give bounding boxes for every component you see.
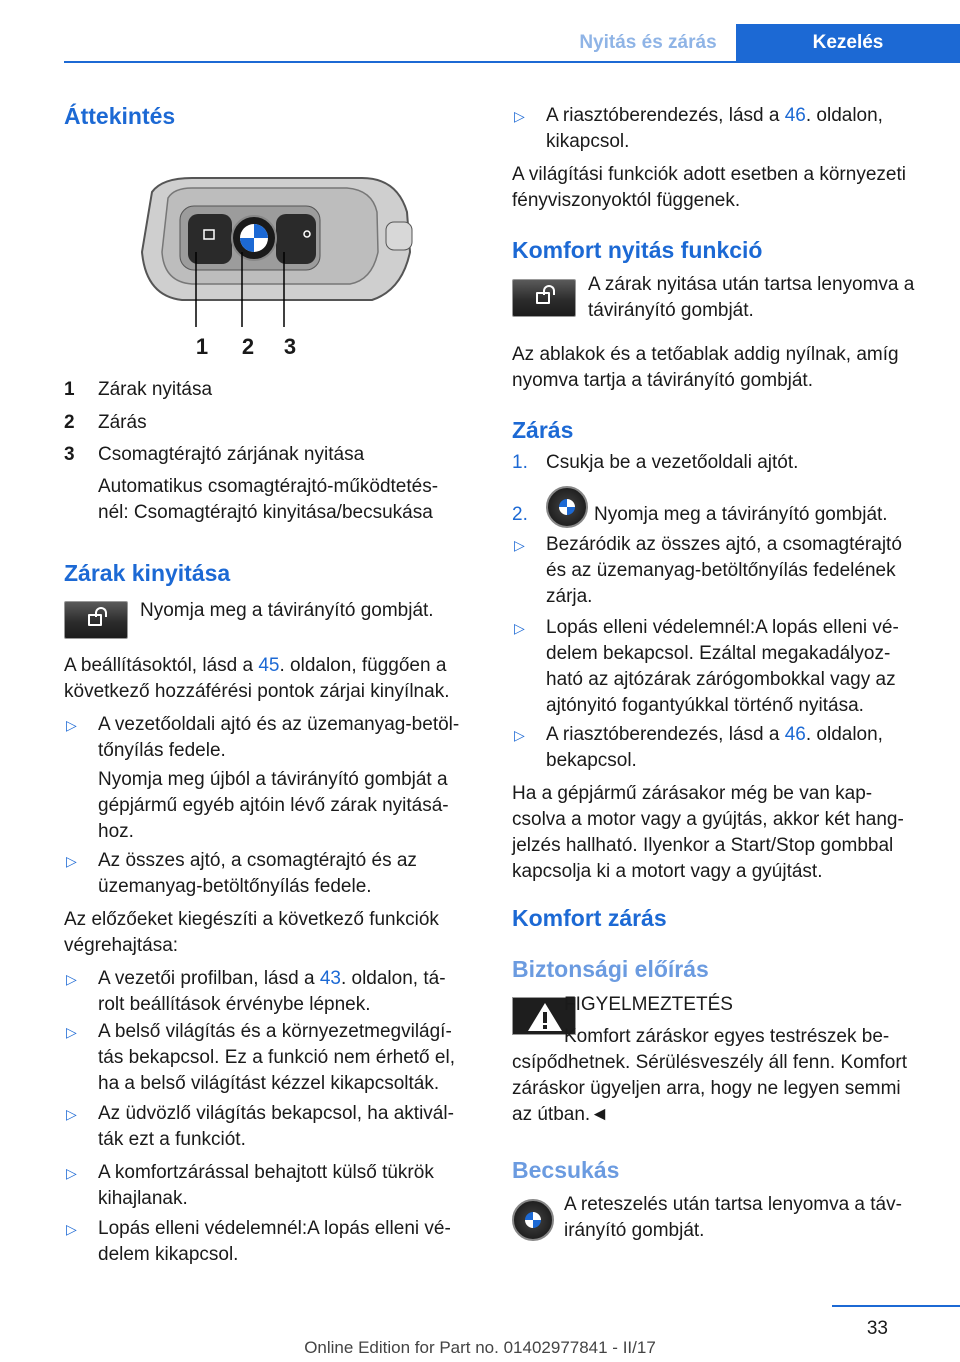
legend-text: Zárás (98, 412, 147, 433)
bullet-triangle-icon: ▷ (66, 971, 77, 987)
ignition-paragraph: Ha a gépjármű zárásakor még be van kap- csolva a motor vagy a gyújtás, akkor két hang- jelzés hallható. Ilyenkor a Start/Stop gombbal kapcsolja ki a motort vagy a gyújtást. (512, 783, 904, 882)
comfort-open-heading: Komfort nyitás funkció (512, 237, 763, 263)
bullet-triangle-icon: ▷ (514, 620, 525, 636)
key-callout-2: 2 (241, 334, 255, 359)
header-rule (64, 61, 960, 63)
unlock-instruction: Nyomja meg a távirányító gombját. (140, 600, 434, 621)
legend-number: 2 (64, 412, 75, 433)
page-link-43[interactable]: 43 (319, 968, 341, 989)
legend-text: Zárak nyitása (98, 379, 213, 400)
bmw-button-icon (546, 486, 588, 528)
header-section-title: Nyitás és zárás (579, 32, 717, 53)
comfort-open-instruction: A zárak nyitása után tartsa lenyomva a távirányító gombját. (588, 274, 915, 321)
page-number: 33 (866, 1318, 888, 1339)
safety-heading: Biztonsági előírás (512, 956, 709, 982)
legend-number: 1 (64, 379, 75, 400)
key-callout-1: 1 (195, 334, 209, 359)
key-callout-3: 3 (283, 334, 297, 359)
bullet-triangle-icon: ▷ (514, 537, 525, 553)
bullet-triangle-icon: ▷ (66, 1221, 77, 1237)
bullet-triangle-icon: ▷ (66, 717, 77, 733)
bullet-triangle-icon: ▷ (514, 727, 525, 743)
lighting-paragraph: A világítási funkciók adott esetben a környezeti fényviszonyoktól függenek. (512, 164, 906, 211)
comfort-close-heading: Komfort zárás (512, 905, 667, 931)
unlock-button-icon (64, 601, 128, 639)
close-heading: Becsukás (512, 1157, 620, 1183)
supplement-paragraph: Az előzőeket kiegészíti a következő funkciók végrehajtása: (64, 909, 439, 956)
footer-rule (832, 1305, 960, 1307)
page-link-46[interactable]: 46 (784, 724, 806, 745)
warning-text: Komfort záráskor egyes testrészek be- (564, 1026, 890, 1047)
header-chapter-tab[interactable]: Kezelés (736, 24, 960, 61)
warning-text-cont: csípődhetnek. Sérülésveszély áll fenn. Komfort záráskor ügyeljen arra, hogy ne legyen semmi az útban.◄ (512, 1052, 907, 1125)
unlock-heading: Zárak kinyitása (64, 560, 231, 586)
bullet-triangle-icon: ▷ (66, 1024, 77, 1040)
list-item-note: Nyomja meg újból a távirányító gombját a gépjármű egyéb ajtóin lévő zárak nyitásá- hoz. (98, 769, 449, 842)
bullet-triangle-icon: ▷ (66, 1106, 77, 1122)
bmw-button-icon (512, 1199, 554, 1241)
legend-note: Automatikus csomagtérajtó-működtetés- nél: Csomagtérajtó kinyitása/becsukása (98, 476, 439, 523)
bullet-triangle-icon: ▷ (514, 108, 525, 124)
bullet-triangle-icon: ▷ (66, 853, 77, 869)
settings-paragraph: A beállításoktól, lásd a 45. oldalon, függően a következő hozzáférési pontok zárjai kinyílnak. (64, 655, 450, 702)
windows-paragraph: Az ablakok és a tetőablak addig nyílnak, amíg nyomva tartja a távirányító gombját. (512, 344, 899, 391)
edition-footer: Online Edition for Part no. 01402977841 - II/17 (304, 1338, 656, 1357)
bullet-triangle-icon: ▷ (66, 1165, 77, 1181)
legend-number: 3 (64, 444, 75, 465)
unlock-button-icon (512, 279, 576, 317)
page-link-45[interactable]: 45 (258, 655, 280, 676)
warning-title: FIGYELMEZTETÉS (564, 994, 733, 1015)
close-instruction: A reteszelés után tartsa lenyomva a táv- irányító gombját. (564, 1194, 902, 1241)
page-link-46[interactable]: 46 (784, 105, 806, 126)
legend-text: Csomagtérajtó zárjának nyitása (98, 444, 365, 465)
overview-heading: Áttekintés (64, 103, 176, 129)
lock-heading: Zárás (512, 417, 574, 443)
